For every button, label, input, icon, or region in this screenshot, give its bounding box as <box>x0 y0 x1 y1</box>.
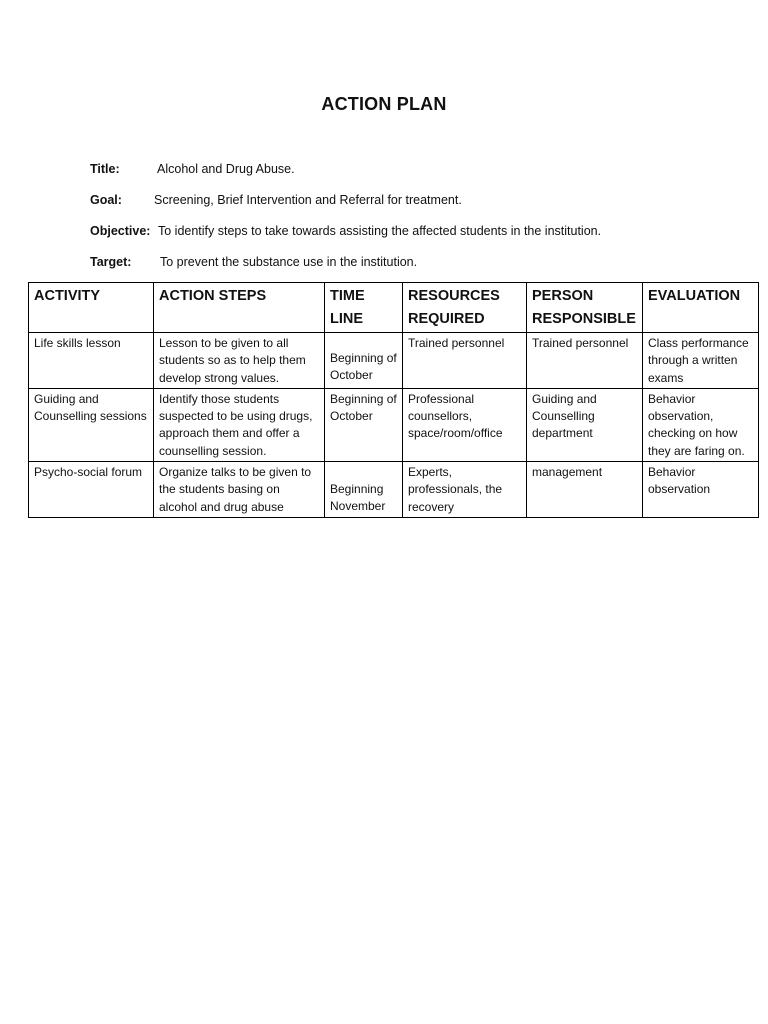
table-row <box>29 462 759 518</box>
cell-action-steps: Identify those students suspected to be using drugs, approach them and offer a counselling session. <box>154 388 325 461</box>
header-time-line: TIME LINE <box>325 283 403 333</box>
header-person-responsible: PERSON RESPONSIBLE <box>527 283 643 333</box>
title-label: Title: <box>90 162 120 176</box>
title-value: Alcohol and Drug Abuse. <box>157 162 295 176</box>
cell-action-steps: Organize talks to be given to the students basing on alcohol and drug abuse <box>154 462 325 518</box>
cell-person: management <box>527 462 643 518</box>
cell-evaluation: Behavior observation, checking on how they are faring on. <box>643 388 759 461</box>
cell-resources: Experts, professionals, the recovery <box>403 462 527 518</box>
cell-person: Guiding and Counselling department <box>527 388 643 461</box>
target-label: Target: <box>90 255 132 269</box>
goal-label: Goal: <box>90 193 122 207</box>
goal-value: Screening, Brief Intervention and Referral for treatment. <box>154 193 462 207</box>
header-action-steps: ACTION STEPS <box>154 283 325 333</box>
cell-evaluation: Class performance through a written exams <box>643 333 759 389</box>
cell-time-line: Beginning of October <box>325 388 403 461</box>
header-evaluation: EVALUATION <box>643 283 759 333</box>
document-title: ACTION PLAN <box>321 94 447 114</box>
cell-time-line: Beginning November <box>325 462 403 518</box>
table-row <box>29 388 759 461</box>
target-value: To prevent the substance use in the institution. <box>160 255 418 269</box>
table-row <box>29 333 759 389</box>
cell-person: Trained personnel <box>527 333 643 389</box>
cell-time-line: Beginning of October <box>325 333 403 389</box>
cell-evaluation: Behavior observation <box>643 462 759 518</box>
cell-activity: Guiding and Counselling sessions <box>29 388 154 461</box>
header-resources-required: RESOURCES REQUIRED <box>403 283 527 333</box>
table-header-row <box>29 283 759 333</box>
objective-value: To identify steps to take towards assisting the affected students in the institution. <box>158 224 602 238</box>
objective-label: Objective: <box>90 224 151 238</box>
cell-activity: Life skills lesson <box>29 333 154 389</box>
cell-resources: Professional counsellors, space/room/office <box>403 388 527 461</box>
header-activity: ACTIVITY <box>29 283 154 333</box>
cell-resources: Trained personnel <box>403 333 527 389</box>
cell-action-steps: Lesson to be given to all students so as to help them develop strong values. <box>154 333 325 389</box>
cell-activity: Psycho-social forum <box>29 462 154 518</box>
action-plan-table <box>28 282 759 518</box>
